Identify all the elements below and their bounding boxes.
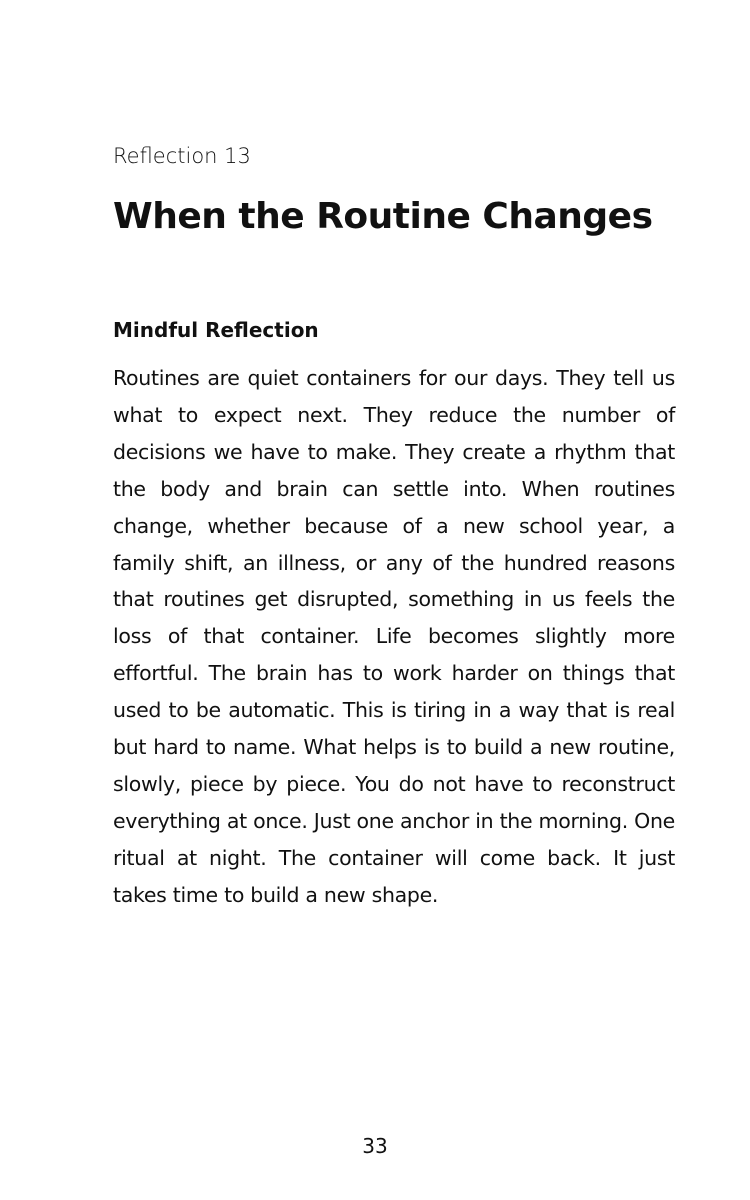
page-title: When the Routine Changes bbox=[113, 196, 653, 237]
body-paragraph: Routines are quiet containers for our days. They tell us what to expect next. They reduce the number of decisions we have to make. They create a rhythm that the body and brain can settle into. When routines change, whether because of a new school year, a family shift, an illness, or any of the hundred reasons that routines get disrupted, something in us feels the loss of that container. Life becomes slightly more effortful. The brain has to work harder on things that used to be automatic. This is tiring in a way that is real but hard to name. What helps is to build a new routine, slowly, piece by piece. You do not have to reconstruct everything at once. Just one anchor in the morning. One ritual at night. The container will come back. It just takes time to build a new shape. bbox=[113, 366, 675, 907]
page-number: 33 bbox=[362, 1134, 388, 1158]
reflection-label: Reflection 13 bbox=[113, 144, 251, 168]
section-heading: Mindful Reflection bbox=[113, 318, 319, 342]
